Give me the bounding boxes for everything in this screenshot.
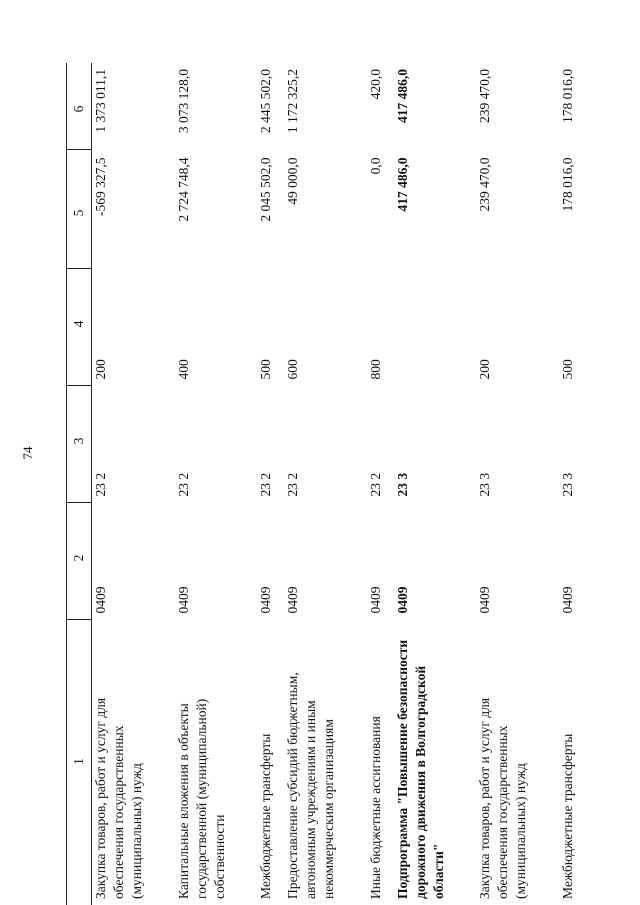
table-row [92, 63, 175, 905]
program-code-cell: 23 2 [257, 472, 273, 497]
expense-type-cell: 500 [559, 359, 575, 380]
table-row [394, 63, 476, 905]
expense-type-cell: 500 [257, 359, 273, 380]
program-code-cell: 23 3 [394, 472, 410, 497]
row-name-cell: Межбюджетные трансферты [257, 733, 273, 899]
section-code-cell: 0409 [175, 586, 191, 614]
expense-type-cell: 400 [175, 359, 191, 380]
table-body [92, 63, 587, 905]
header-col-4: 4 [67, 269, 92, 386]
budget-table [66, 63, 586, 905]
expense-type-cell: 800 [367, 359, 383, 380]
change-amount-cell: 49 000,0 [285, 157, 301, 205]
section-code-cell: 0409 [257, 586, 273, 614]
row-name-cell: Иные бюджетные ассигнования [367, 716, 383, 899]
table-row [476, 63, 558, 905]
page-number: 74 [20, 446, 35, 460]
row-name-cell: Подпрограмма "Повышение безопасности дорожного движения в Волгоградской области" [394, 639, 446, 899]
header-col-3: 3 [67, 386, 92, 503]
expense-type-cell: 200 [93, 359, 108, 380]
expense-type-cell: 200 [477, 359, 493, 380]
program-code-cell: 23 2 [367, 472, 383, 497]
row-name-cell: Капитальные вложения в объекты государственной (муниципальной) собственности [175, 698, 227, 899]
table-row [367, 63, 394, 905]
table-row [559, 63, 586, 905]
change-amount-cell: 417 486,0 [394, 157, 410, 212]
header-row [67, 63, 92, 905]
header-col-2: 2 [67, 503, 92, 620]
section-code-cell: 0409 [394, 586, 410, 614]
total-amount-cell: 2 445 502,0 [257, 69, 273, 134]
table-row [175, 63, 257, 905]
change-amount-cell: 178 016,0 [559, 157, 575, 212]
row-name-cell: Предоставление субсидий бюджетным, автономным учреждениям и иным некоммерческим организациям [285, 672, 337, 899]
total-amount-cell: 420,0 [367, 69, 383, 100]
header-col-5: 5 [67, 150, 92, 269]
total-amount-cell: 417 486,0 [394, 69, 410, 123]
change-amount-cell: 2 045 502,0 [257, 157, 273, 222]
change-amount-cell: 239 470,0 [477, 157, 493, 212]
total-amount-cell: 239 470,0 [477, 69, 493, 123]
table-row [257, 63, 284, 905]
change-amount-cell: 0,0 [367, 157, 383, 175]
section-code-cell: 0409 [477, 586, 493, 614]
program-code-cell: 23 3 [559, 472, 575, 497]
row-name-cell: Закупка товаров, работ и услуг для обеспечения государственных (муниципальных) нужд [93, 697, 144, 899]
row-name-cell: Закупка товаров, работ и услуг для обеспечения государственных (муниципальных) нужд [477, 697, 529, 899]
section-code-cell: 0409 [559, 586, 575, 614]
section-code-cell: 0409 [93, 586, 108, 614]
program-code-cell: 23 3 [477, 472, 493, 497]
table-row [284, 63, 366, 905]
change-amount-cell: -569 327,5 [93, 157, 108, 216]
expense-type-cell: 600 [285, 359, 301, 380]
total-amount-cell: 1 373 011,1 [93, 69, 108, 133]
change-amount-cell: 2 724 748,4 [175, 157, 191, 222]
program-code-cell: 23 2 [285, 472, 301, 497]
section-code-cell: 0409 [285, 586, 301, 614]
header-col-1: 1 [67, 620, 92, 905]
expense-type-cell [394, 269, 476, 386]
header-col-6: 6 [67, 63, 92, 150]
row-name-cell: Межбюджетные трансферты [559, 733, 575, 899]
program-code-cell: 23 2 [93, 472, 108, 497]
section-code-cell: 0409 [367, 586, 383, 614]
total-amount-cell: 3 073 128,0 [175, 69, 191, 134]
total-amount-cell: 178 016,0 [559, 69, 575, 123]
program-code-cell: 23 2 [175, 472, 191, 497]
total-amount-cell: 1 172 325,2 [285, 69, 301, 134]
